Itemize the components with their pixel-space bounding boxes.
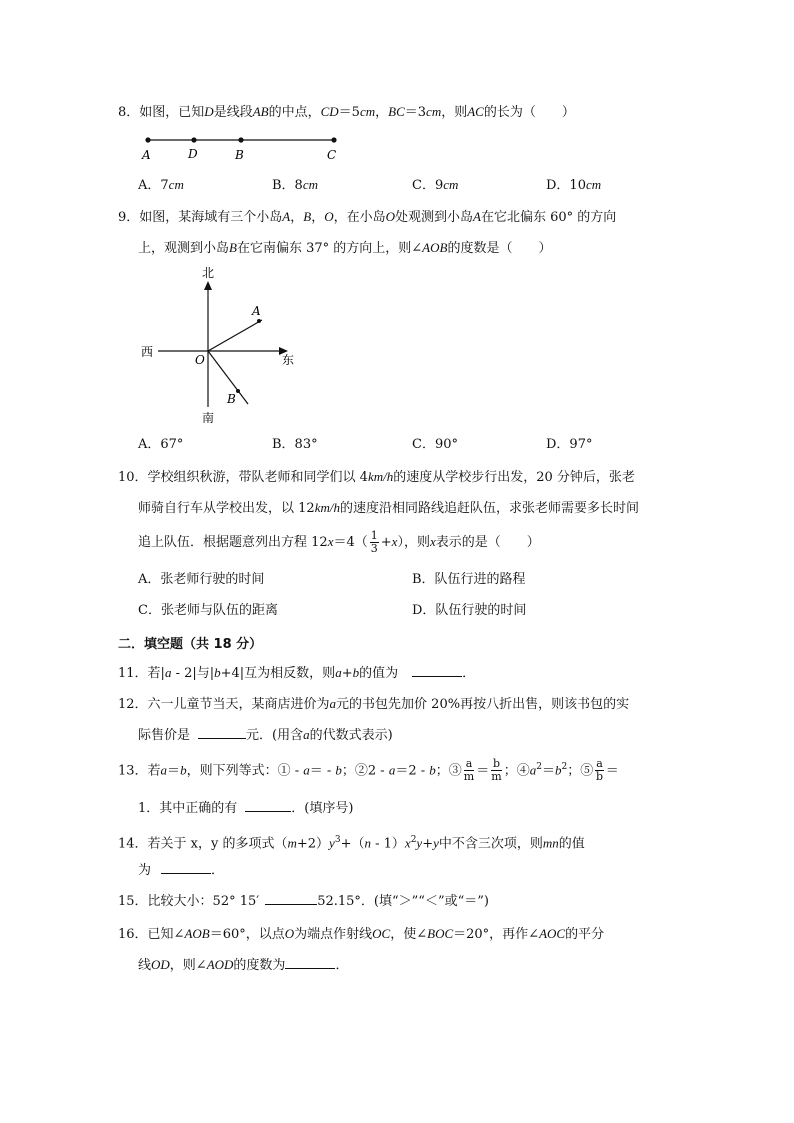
q8-segment-figure [138, 130, 348, 164]
q9-option-a: A．67° [138, 437, 184, 452]
q13-stem-line1: 13．若a＝b，则下列等式：① - a＝ - b；②2 - a＝2 - b；③ $\frac{a}{m}$ ＝ $\frac{b}{m}$ ；$④a^2=b^2$；⑤ $\frac{a}{b}$ ＝ [118, 757, 619, 784]
q8-option-b: B．8cm [272, 177, 318, 193]
fraction-one-third: $\frac{1}{3}$ [370, 529, 378, 555]
point-A [145, 137, 150, 142]
answer-blank[interactable] [285, 968, 335, 969]
q12-stem-line2: 际售价是 元．(用含a的代数式表示) [138, 727, 393, 743]
q9-stem-line1: 9．如图，某海域有三个小岛A，B，O，在小岛O处观测到小岛A在它北偏东 60° 的方向 [118, 209, 617, 225]
q9-option-c: C．90° [412, 437, 458, 452]
fraction-a-over-b: $\frac{a}{b}$ [595, 757, 603, 784]
q9-stem-line2: 上，观测到小岛B在它南偏东 37° 的方向上，则∠AOB的度数是（ ） [138, 240, 552, 256]
q9-option-b: B．83° [272, 437, 318, 452]
q13-stem-line2: 1．其中正确的有 ．(填序号) [138, 801, 354, 816]
point-B [236, 389, 240, 393]
label-C: C [327, 148, 337, 162]
q10-option-a: A．张老师行驶的时间 [138, 572, 265, 587]
q14-stem-line2: 为 ． [138, 863, 225, 878]
label-D: D [188, 147, 198, 161]
label-west: 西 [141, 345, 154, 359]
q16-stem-line1: 16．已知∠AOB＝60°，以点O为端点作射线OC，使∠BOC＝20°，再作∠AOC的平分 [118, 926, 605, 942]
label-south: 南 [202, 411, 215, 425]
q10-stem-line2: 师骑自行车从学校出发，以 12km/h的速度沿相同路线追赶队伍，求张老师需要多长时间 [138, 500, 639, 516]
north-arrow-icon [204, 281, 212, 290]
q8-option-c: C．9cm [412, 177, 459, 193]
q8-option-d: D．10cm [546, 177, 602, 193]
point-C [331, 137, 336, 142]
point-A [257, 319, 261, 323]
q12-stem-line1: 12．六一儿童节当天，某商店进价为a元的书包先加价 20%再按八折出售，则该书包的实 [118, 696, 630, 712]
point-B [238, 137, 243, 142]
label-B: B [235, 148, 244, 162]
answer-blank[interactable] [245, 811, 291, 812]
answer-blank[interactable] [265, 904, 317, 905]
q10-stem-line1: 10．学校组织秋游，带队老师和同学们以 4km/h的速度从学校步行出发，20 分钟后，张老 [118, 469, 635, 485]
q15-stem: 15．比较大小：52° 15′ 52.15°．(填“＞”“＜”或“＝”) [118, 894, 489, 909]
answer-blank[interactable] [198, 738, 246, 739]
label-O: O [195, 353, 205, 367]
q8-stem: 8．如图，已知D是线段AB的中点，CD＝5cm，BC＝3cm，则AC的长为（ ） [118, 104, 575, 120]
q16-stem-line2: 线OD，则∠AOD的度数为 ． [138, 957, 349, 973]
fraction-b-over-m: $\frac{b}{m}$ [491, 757, 502, 784]
label-B: B [227, 392, 236, 406]
q11-stem: 11．若|a - 2|与|b+4|互为相反数，则a+b的值为 ． [118, 665, 476, 681]
label-A: A [252, 304, 261, 318]
q9-compass-figure [138, 262, 308, 430]
answer-blank[interactable] [161, 873, 211, 874]
label-east: 东 [282, 353, 295, 367]
q10-option-c: C．张老师与队伍的距离 [138, 603, 278, 618]
q9-option-d: D．97° [546, 437, 593, 452]
label-A: A [142, 148, 151, 162]
q10-option-d: D．队伍行驶的时间 [412, 603, 527, 618]
q8-option-a: A．7cm [138, 177, 184, 193]
section-2-heading: 二．填空题（共 18 分） [118, 637, 263, 652]
point-D [191, 137, 196, 142]
q10-option-b: B．队伍行进的路程 [412, 572, 526, 587]
answer-blank[interactable] [412, 676, 462, 677]
ray-OA [208, 320, 262, 351]
q14-stem-line1: 14．若关于 x，y 的多项式$(m+2)y^3+(n - 1)x^2y+y$中不含三次项，则mn的值 [118, 835, 585, 852]
fraction-a-over-m: $\frac{a}{m}$ [463, 757, 475, 784]
label-north: 北 [202, 266, 215, 280]
q10-stem-line3: 追上队伍．根据题意列出方程 12x＝4（ $\frac{1}{3}$ +x），则x表示的是（ ） [138, 529, 540, 555]
